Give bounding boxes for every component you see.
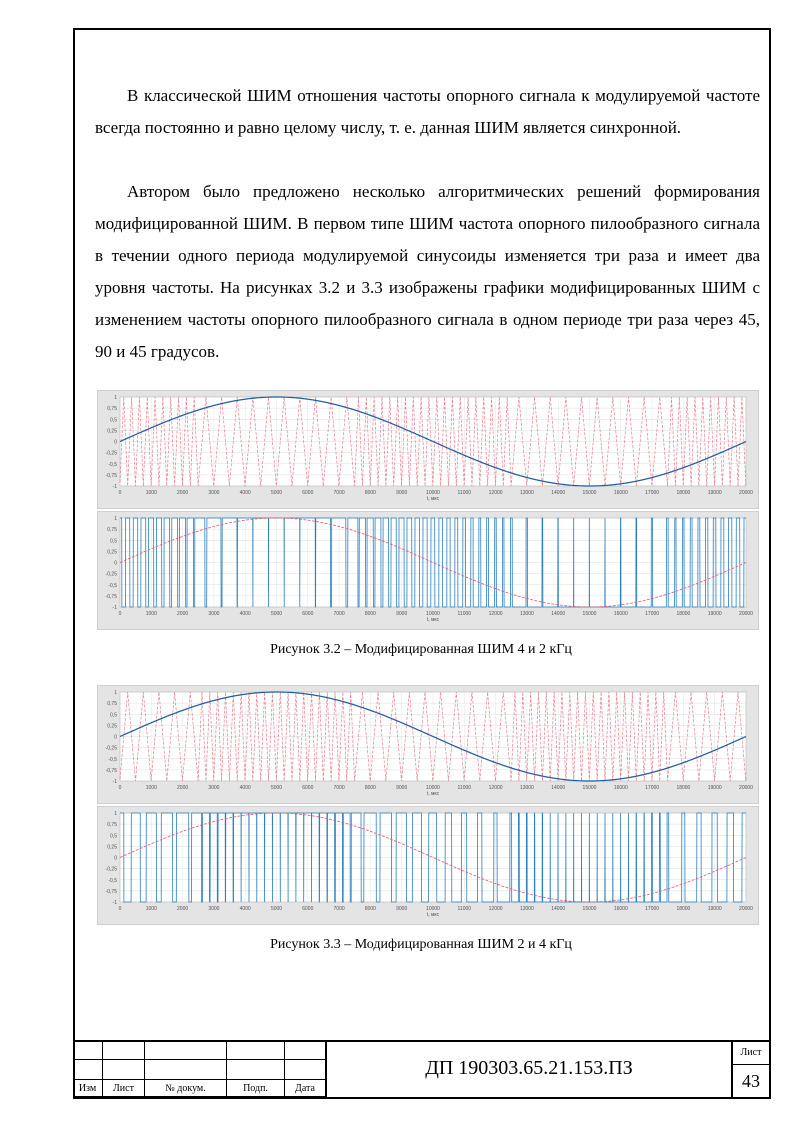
x-tick-label: 13000: [519, 906, 534, 912]
y-tick-label: 1: [114, 516, 117, 522]
y-tick-label: 0,25: [107, 844, 117, 851]
y-tick-label: -0,25: [105, 450, 117, 457]
x-axis-label: t, мкс: [426, 496, 440, 502]
y-tick-label: -0,25: [105, 866, 117, 873]
x-tick-label: 19000: [707, 785, 722, 791]
chart-svg: [98, 512, 758, 629]
x-tick-label: 15000: [582, 490, 597, 496]
y-tick-label: 0: [114, 560, 117, 567]
x-tick-label: 13000: [519, 785, 534, 791]
chart-svg: [98, 391, 758, 508]
x-tick-label: 17000: [645, 906, 660, 912]
chart-pwm-panel: [97, 511, 759, 630]
x-tick-label: 5000: [270, 611, 283, 617]
col-izm: Изм: [73, 1080, 103, 1097]
x-tick-label: 11000: [457, 611, 472, 617]
chart-carrier-panel: [97, 685, 759, 804]
x-tick-label: 6000: [302, 490, 314, 496]
x-tick-label: 17000: [645, 611, 660, 617]
x-tick-label: 20000: [739, 611, 753, 617]
chart-svg: [98, 807, 758, 924]
x-tick-label: 6000: [302, 785, 314, 791]
x-tick-label: 16000: [613, 906, 628, 912]
y-tick-label: -1: [112, 779, 117, 785]
x-tick-label: 5000: [270, 906, 283, 912]
y-tick-label: 0,5: [110, 417, 117, 424]
x-tick-label: 13000: [519, 611, 534, 617]
x-tick-label: 1000: [145, 906, 157, 912]
x-tick-label: 8000: [364, 490, 376, 496]
x-tick-label: 4000: [239, 490, 251, 496]
x-tick-label: 2000: [177, 906, 189, 912]
x-tick-label: 3000: [208, 906, 220, 912]
x-tick-label: 10000: [426, 785, 440, 791]
x-tick-label: 16000: [613, 785, 628, 791]
x-tick-label: 7000: [333, 785, 345, 791]
x-tick-label: 15000: [582, 611, 597, 617]
y-tick-label: -1: [112, 900, 117, 906]
y-tick-label: -0,25: [105, 571, 117, 578]
x-tick-label: 19000: [707, 611, 722, 617]
x-tick-label: 19000: [707, 490, 722, 496]
x-tick-label: 9000: [396, 906, 408, 912]
chart-pwm-panel: [97, 806, 759, 925]
y-tick-label: -0,5: [108, 461, 117, 468]
x-tick-label: 1000: [145, 611, 157, 617]
x-tick-label: 14000: [551, 490, 566, 496]
x-tick-label: 18000: [676, 906, 691, 912]
y-tick-label: -0,5: [108, 756, 117, 763]
y-tick-label: 0,75: [107, 701, 117, 708]
y-tick-label: -0,75: [105, 593, 117, 600]
x-tick-label: 17000: [645, 490, 660, 496]
x-tick-label: 13000: [519, 490, 534, 496]
x-tick-label: 14000: [551, 906, 566, 912]
x-tick-label: 0: [118, 785, 122, 791]
x-tick-label: 18000: [676, 785, 691, 791]
x-tick-label: 0: [118, 490, 122, 496]
figure-caption: Рисунок 3.2 – Модифицированная ШИМ 4 и 2 кГц: [270, 642, 572, 657]
x-tick-label: 6000: [302, 906, 314, 912]
x-tick-label: 10000: [426, 906, 440, 912]
x-tick-label: 1000: [145, 785, 157, 791]
x-tick-label: 11000: [457, 785, 472, 791]
x-tick-label: 4000: [239, 785, 251, 791]
x-tick-label: 12000: [488, 785, 503, 791]
col-list: Лист: [103, 1080, 145, 1097]
y-tick-label: -0,75: [105, 888, 117, 895]
x-tick-label: 16000: [613, 490, 628, 496]
x-tick-label: 2000: [177, 611, 189, 617]
y-tick-label: 1: [114, 690, 117, 696]
x-tick-label: 11000: [457, 906, 472, 912]
x-tick-label: 0: [118, 906, 122, 912]
sheet-number: 43: [742, 1071, 760, 1091]
x-tick-label: 3000: [208, 785, 220, 791]
x-axis-label: t, мкс: [426, 791, 440, 797]
x-tick-label: 15000: [582, 906, 597, 912]
x-tick-label: 12000: [488, 490, 503, 496]
y-tick-label: -0,5: [108, 877, 117, 884]
y-tick-label: 0,5: [110, 538, 117, 545]
y-tick-label: 0,25: [107, 723, 117, 730]
y-tick-label: -0,25: [105, 745, 117, 752]
x-tick-label: 14000: [551, 785, 566, 791]
x-tick-label: 9000: [396, 490, 408, 496]
x-tick-label: 4000: [239, 611, 251, 617]
x-tick-label: 19000: [707, 906, 722, 912]
x-tick-label: 4000: [239, 906, 251, 912]
x-tick-label: 6000: [302, 611, 314, 617]
y-tick-label: 1: [114, 395, 117, 401]
y-tick-label: 0: [114, 439, 117, 446]
paragraph: Автором было предложено несколько алгоритмических решений формирования модифицированной ШИМ. В первом типе ШИМ частота опорного пилообразного сигнала в течении одного периода модулируемой синусоиды изменяется три раза и имеет два уровня частоты. На рисунках 3.2 и 3.3 изображены графики модифицированных ШИМ с изменением частоты опорного пилообразного сигнала в одном периоде три раза через 45, 90 и 45 градусов.: [95, 182, 760, 361]
y-tick-label: -1: [112, 605, 117, 611]
y-tick-label: 0,25: [107, 428, 117, 435]
chart-svg: [98, 686, 758, 803]
y-tick-label: 0: [114, 734, 117, 741]
y-tick-label: 0,5: [110, 712, 117, 719]
x-tick-label: 12000: [488, 906, 503, 912]
y-tick-label: -1: [112, 484, 117, 490]
x-tick-label: 1000: [145, 490, 157, 496]
y-tick-label: -0,75: [105, 767, 117, 774]
x-tick-label: 3000: [208, 611, 220, 617]
x-tick-label: 7000: [333, 490, 345, 496]
y-tick-label: -0,5: [108, 582, 117, 589]
title-block: [73, 1040, 769, 1097]
document-code: ДП 190303.65.21.153.ПЗ: [327, 1040, 733, 1097]
y-tick-label: 0,75: [107, 527, 117, 534]
y-tick-label: 0,25: [107, 549, 117, 556]
x-tick-label: 20000: [739, 785, 753, 791]
col-doc-number: № докум.: [145, 1080, 227, 1097]
y-tick-label: 1: [114, 811, 117, 817]
x-tick-label: 20000: [739, 906, 753, 912]
col-date: Дата: [285, 1080, 327, 1097]
y-tick-label: 0,75: [107, 406, 117, 413]
x-tick-label: 18000: [676, 611, 691, 617]
x-tick-label: 7000: [333, 906, 345, 912]
x-tick-label: 3000: [208, 490, 220, 496]
x-tick-label: 9000: [396, 785, 408, 791]
x-tick-label: 8000: [364, 785, 376, 791]
x-tick-label: 14000: [551, 611, 566, 617]
y-tick-label: -0,75: [105, 472, 117, 479]
sheet-label: Лист: [733, 1040, 769, 1065]
x-tick-label: 8000: [364, 611, 376, 617]
figure-caption: Рисунок 3.3 – Модифицированная ШИМ 2 и 4 кГц: [270, 937, 572, 952]
chart-carrier-panel: [97, 390, 759, 509]
x-tick-label: 16000: [613, 611, 628, 617]
x-tick-label: 7000: [333, 611, 345, 617]
y-tick-label: 0: [114, 855, 117, 862]
x-axis-label: t, мкс: [426, 912, 440, 918]
x-axis-label: t, мкс: [426, 617, 440, 623]
x-tick-label: 12000: [488, 611, 503, 617]
y-tick-label: 0,75: [107, 822, 117, 829]
x-tick-label: 9000: [396, 611, 408, 617]
x-tick-label: 2000: [177, 785, 189, 791]
x-tick-label: 11000: [457, 490, 472, 496]
x-tick-label: 17000: [645, 785, 660, 791]
x-tick-label: 20000: [739, 490, 753, 496]
y-tick-label: 0,5: [110, 833, 117, 840]
paragraph: В классической ШИМ отношения частоты опорного сигнала к модулируемой частоте всегда постоянно и равно целому числу, т. е. данная ШИМ является синхронной.: [95, 86, 760, 137]
x-tick-label: 5000: [270, 490, 283, 496]
x-tick-label: 18000: [676, 490, 691, 496]
col-signature: Подп.: [227, 1080, 285, 1097]
x-tick-label: 0: [118, 611, 122, 617]
x-tick-label: 2000: [177, 490, 189, 496]
x-tick-label: 5000: [270, 785, 283, 791]
x-tick-label: 8000: [364, 906, 376, 912]
x-tick-label: 10000: [426, 490, 440, 496]
x-tick-label: 15000: [582, 785, 597, 791]
x-tick-label: 10000: [426, 611, 440, 617]
